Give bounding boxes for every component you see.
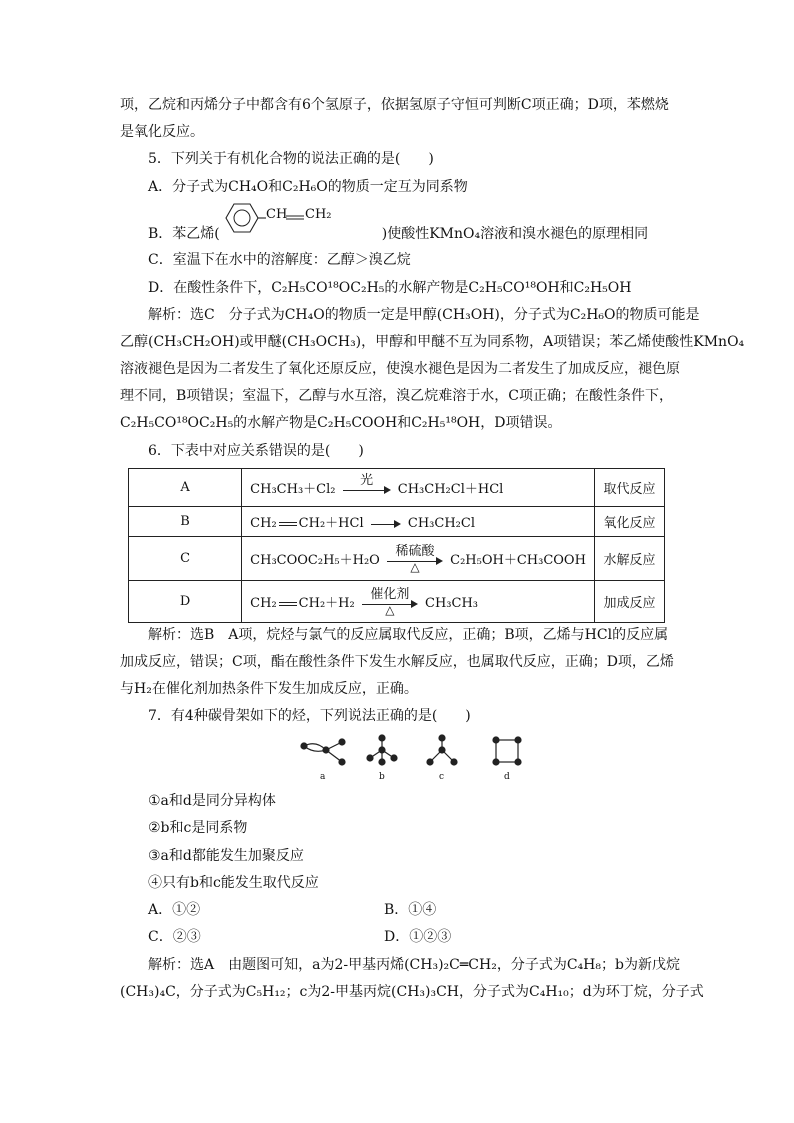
row-reaction-type: 水解反应	[594, 537, 664, 581]
analysis-6-line1: 解析：选B A项，烷烃与氯气的反应属取代反应，正确；B项，乙烯与HCl的反应属	[148, 627, 669, 643]
option-b-suffix: )使酸性KMnO₄溶液和溴水褪色的原理相同	[381, 226, 649, 242]
question-6-stem: 6．下表中对应关系错误的是( )	[148, 443, 364, 459]
question-7-option-a: A．①②	[148, 902, 201, 918]
question-5-option-a: A．分子式为CH₄O和C₂H₆O的物质一定互为同系物	[148, 179, 468, 195]
table-row	[129, 537, 665, 581]
row-reaction-type: 加成反应	[594, 581, 664, 623]
analysis-5-line1: 解析：选C 分子式为CH₄O的物质一定是甲醇(CH₃OH)，分子式为C₂H₆O的物质可能是	[148, 307, 700, 323]
styrene-ch-label: CH	[266, 207, 288, 222]
question-5-option-d: D．在酸性条件下，C₂H₅CO¹⁸OC₂H₅的水解产物是C₂H₅CO¹⁸OH和C₂H₅OH	[148, 280, 632, 296]
row-reaction-type: 氧化反应	[594, 507, 664, 537]
styrene-ch2-label: CH₂	[305, 207, 332, 222]
figure-label-b: b	[379, 772, 385, 782]
question-7-option-d: D．①②③	[384, 929, 452, 945]
question-5-option-c: C．室温下在水中的溶解度：乙醇＞溴乙烷	[148, 252, 411, 268]
carbon-skeleton-figure	[290, 732, 530, 784]
row-equation: CH₂ CH₂＋HCl CH₃CH₂Cl	[242, 507, 595, 537]
option-b-prefix: B．苯乙烯(	[148, 226, 220, 242]
row-equation: CH₃CH₃＋Cl₂ 光 CH₃CH₂Cl＋HCl	[242, 469, 595, 507]
paragraph-continuation-line1: 项，乙烷和丙烯分子中都含有6个氢原子，依据氢原子守恒可判断C项正确；D项，苯燃烧	[120, 97, 669, 113]
reaction-table	[128, 468, 665, 623]
analysis-7-line1: 解析：选A 由题图可知，a为2-甲基丙烯(CH₃)₂C═CH₂，分子式为C₄H₈；b为新戊烷	[148, 957, 680, 973]
analysis-6-line3: 与H₂在催化剂加热条件下发生加成反应，正确。	[120, 681, 418, 697]
analysis-5-line2: 乙醇(CH₃CH₂OH)或甲醚(CH₃OCH₃)，甲醇和甲醚不互为同系物，A项错误；苯乙烯使酸性KMnO₄	[120, 334, 745, 350]
statement-4: ④只有b和c能发生取代反应	[148, 875, 319, 891]
row-equation: CH₂ CH₂＋H₂ 催化剂 △ CH₃CH₃	[242, 581, 595, 623]
paragraph-continuation-line2: 是氧化反应。	[120, 124, 204, 140]
row-label: D	[129, 581, 242, 623]
question-7-stem: 7．有4种碳骨架如下的烃，下列说法正确的是( )	[148, 708, 471, 724]
table-row	[129, 581, 665, 623]
row-reaction-type: 取代反应	[594, 469, 664, 507]
row-label: A	[129, 469, 242, 507]
statement-2: ②b和c是同系物	[148, 820, 248, 836]
question-7-option-c: C．②③	[148, 929, 201, 945]
figure-label-c: c	[439, 772, 445, 782]
statement-3: ③a和d都能发生加聚反应	[148, 848, 304, 864]
table-row	[129, 469, 665, 507]
analysis-7-line2: (CH₃)₄C，分子式为C₅H₁₂；c为2-甲基丙烷(CH₃)₃CH，分子式为C₄H₁₀；d为环丁烷，分子式	[120, 984, 704, 1000]
analysis-5-line5: C₂H₅CO¹⁸OC₂H₅的水解产物是C₂H₅COOH和C₂H₅¹⁸OH，D项错误。	[120, 415, 562, 431]
row-label: B	[129, 507, 242, 537]
row-equation: CH₃COOC₂H₅＋H₂O 稀硫酸 △ C₂H₅OH＋CH₃COOH	[242, 537, 595, 581]
statement-1: ①a和d是同分异构体	[148, 793, 276, 809]
styrene-structure	[216, 200, 346, 242]
figure-label-a: a	[320, 772, 326, 782]
analysis-5-line4: 理不同，B项错误；室温下，乙醇与水互溶，溴乙烷难溶于水，C项正确；在酸性条件下，	[120, 388, 673, 404]
table-row	[129, 507, 665, 537]
question-7-option-b: B．①④	[384, 902, 437, 918]
figure-label-d: d	[504, 772, 510, 782]
carbon-skeletons-icon	[290, 732, 530, 784]
question-5-stem: 5．下列关于有机化合物的说法正确的是( )	[148, 151, 434, 167]
analysis-5-line3: 溶液褪色是因为二者发生了氧化还原反应，使溴水褪色是因为二者发生了加成反应，褪色原	[120, 361, 680, 377]
row-label: C	[129, 537, 242, 581]
analysis-6-line2: 加成反应，错误；C项，酯在酸性条件下发生水解反应，也属取代反应，正确；D项，乙烯	[120, 654, 674, 670]
